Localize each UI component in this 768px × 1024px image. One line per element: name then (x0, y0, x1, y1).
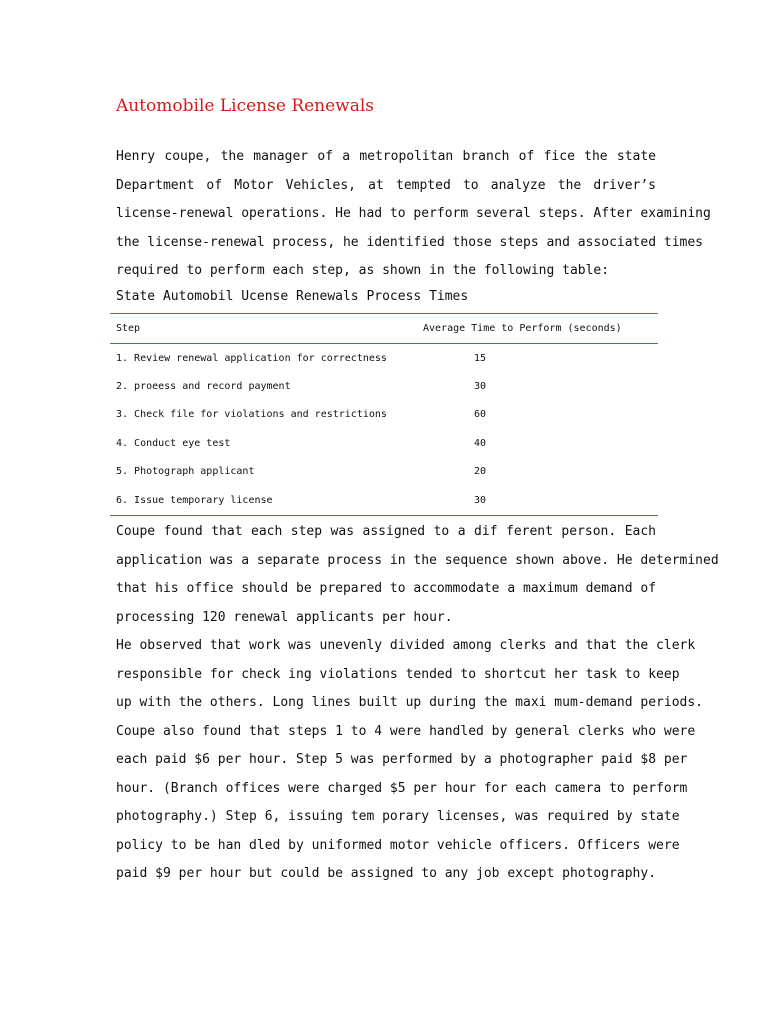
table-header-time: Average Time to Perform (seconds) (423, 323, 622, 334)
table-top-rule (110, 313, 658, 314)
text-line: that his office should be prepared to accommodate a maximum demand of (116, 581, 657, 596)
text-line: Coupe found that each step was assigned to a dif ferent person. Each (116, 524, 656, 539)
table-caption: State Automobil Ucense Renewals Process Times (116, 289, 469, 304)
table-row-step: 5. Photograph applicant (116, 466, 255, 477)
body-paragraphs (116, 518, 719, 889)
table-row-time: 60 (474, 409, 487, 420)
text-line: required to perform each step, as shown in the following table: (116, 263, 610, 278)
table-row-step: 6. Issue temporary license (116, 495, 273, 506)
table-row-time: 15 (474, 353, 487, 364)
text-line: application was a separate process in the sequence shown above. He determined (116, 552, 719, 568)
table-row-time: 20 (474, 466, 487, 477)
text-line: paid $9 per hour but could be assigned to any job except photography. (116, 866, 657, 881)
text-line: policy to be han dled by uniformed motor vehicle officers. Officers were (116, 837, 680, 853)
text-line: He observed that work was unevenly divided among clerks and that the clerk (116, 638, 696, 653)
text-line: Henry coupe, the manager of a metropolitan branch of fice the state (116, 149, 656, 164)
text-line: Coupe also found that steps 1 to 4 were handled by general clerks who were (116, 723, 696, 739)
text-line: the license-renewal process, he identified those steps and associated times (116, 234, 703, 250)
table-row-time: 40 (474, 438, 487, 449)
text-line: hour. (Branch offices were charged $5 per hour for each camera to perform (116, 780, 688, 796)
intro-paragraph (116, 143, 711, 286)
text-line: license-renewal operations. He had to perform several steps. After examining (116, 206, 711, 221)
table-row-step: 4. Conduct eye test (116, 438, 231, 449)
table-row-step: 1. Review renewal application for correctness (116, 353, 387, 364)
table-header-step: Step (116, 323, 141, 334)
text-line: Department of Motor Vehicles, at tempted to analyze the driver’s (116, 177, 656, 193)
table-bottom-rule (110, 515, 658, 516)
text-line: responsible for check ing violations tended to shortcut her task to keep (116, 666, 680, 682)
table-row-step: 3. Check file for violations and restrictions (116, 409, 387, 420)
text-line: processing 120 renewal applicants per hour. (116, 609, 453, 625)
table-row-step: 2. proeess and record payment (116, 381, 291, 392)
text-line: up with the others. Long lines built up during the maxi mum-demand periods. (116, 695, 703, 710)
table-row-time: 30 (474, 495, 487, 506)
table-row-time: 30 (474, 381, 487, 392)
document-title: Automobile License Renewals (116, 96, 375, 116)
text-line: each paid $6 per hour. Step 5 was performed by a photographer paid $8 per (116, 752, 688, 767)
table-header-rule (110, 343, 658, 344)
text-line: photography.) Step 6, issuing tem porary licenses, was required by state (116, 809, 680, 824)
